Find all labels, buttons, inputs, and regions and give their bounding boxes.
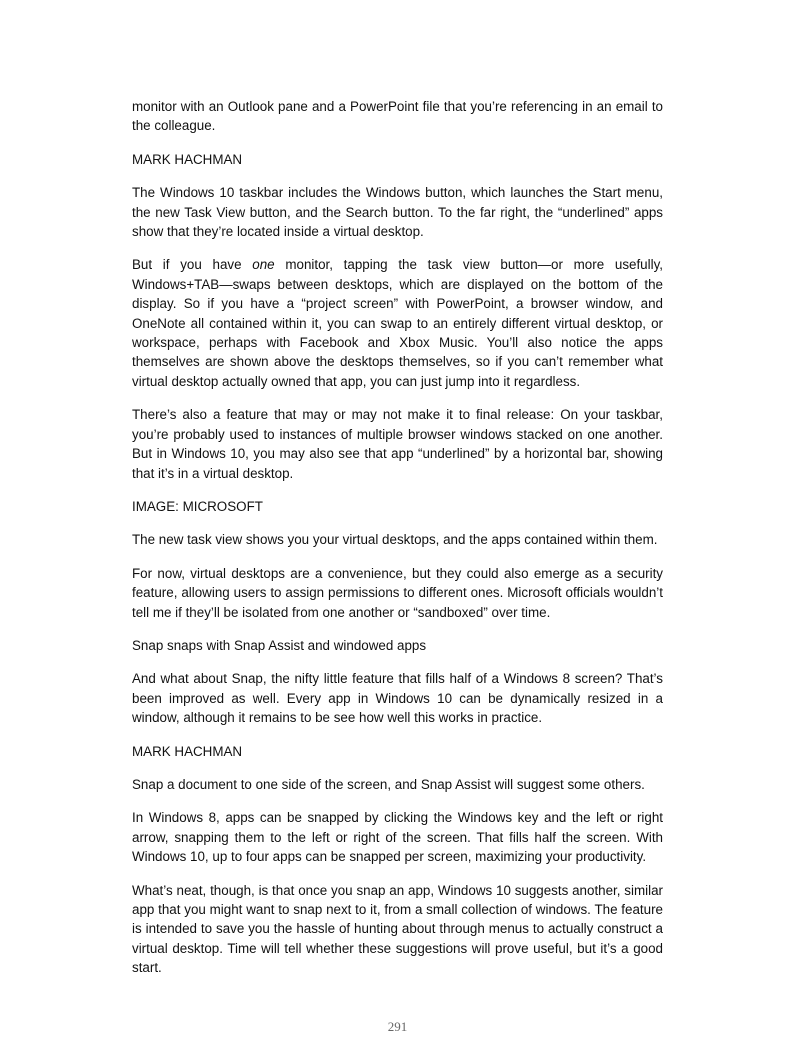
image-caption: The new task view shows you your virtual desktops, and the apps contained within them.	[132, 532, 658, 548]
page-number: 291	[387, 1019, 408, 1034]
image-credit: MARK HACHMAN	[132, 151, 243, 167]
paragraph-snap-intro: And what about Snap, the nifty little feature that fills half of a Windows 8 screen? That’s been improved as well. Every app in Windows 10 can be dynamically resized in a window, although it remains to be see how well this works in practice.	[132, 671, 663, 726]
image-caption: The Windows 10 taskbar includes the Windows button, which launches the Start menu, the new Task View button, and the Search button. To the far right, the “underlined” apps show that they’re located inside a virtual desktop.	[132, 185, 663, 240]
paragraph-security: For now, virtual desktops are a convenience, but they could also emerge as a security feature, allowing users to assign permissions to different ones. Microsoft officials wouldn’t tell me if they’ll be isolated from one another or “sandboxed” over time.	[132, 565, 663, 620]
paragraph-taskbar-feature: There’s also a feature that may or may not make it to final release: On your taskbar, you’re probably used to instances of multiple browser windows stacked on one another. But in Windows 10, you may also see that app “underlined” by a horizontal bar, showing that it’s in a virtual desktop.	[132, 407, 663, 481]
paragraph-text: monitor, tapping the task view button—or more usefully, Windows+TAB—swaps between desktops, which are displayed on the bottom of the display. So if you have a “project screen” with PowerPoint, a browser window, and OneNote all contained within it, you can swap to an entirely different virtual desktop, or workspace, perhaps with Facebook and Xbox Music. You’ll also notice the apps themselves are shown above the desktops themselves, so if you can’t remember what virtual desktop actually owned that app, you can just jump into it regardless.	[132, 257, 664, 389]
paragraph-snap-windows8: In Windows 8, apps can be snapped by clicking the Windows key and the left or right arrow, snapping them to the left or right of the screen. That fills half the screen. With Windows 10, up to four apps can be snapped per screen, maximizing your productivity.	[132, 810, 663, 865]
image-caption: Snap a document to one side of the screen, and Snap Assist will suggest some others.	[132, 776, 645, 792]
paragraph-text: But if you have	[132, 257, 253, 273]
image-credit: IMAGE: MICROSOFT	[132, 498, 263, 514]
paragraph-task-view	[132, 255, 663, 391]
image-credit: MARK HACHMAN	[132, 743, 243, 759]
paragraph-snap-assist: What’s neat, though, is that once you snap an app, Windows 10 suggests another, similar app that you might want to snap next to it, from a small collection of windows. The feature is intended to save you the hassle of hunting about through menus to actually construct a virtual desktop. Time will tell whether these suggestions will prove useful, but it’s a good start.	[132, 882, 663, 976]
emphasis-text: one	[252, 257, 275, 273]
page-body	[132, 97, 663, 992]
paragraph-continued: monitor with an Outlook pane and a PowerPoint file that you’re referencing in an email to the colleague.	[132, 99, 663, 134]
section-heading: Snap snaps with Snap Assist and windowed apps	[132, 637, 427, 653]
